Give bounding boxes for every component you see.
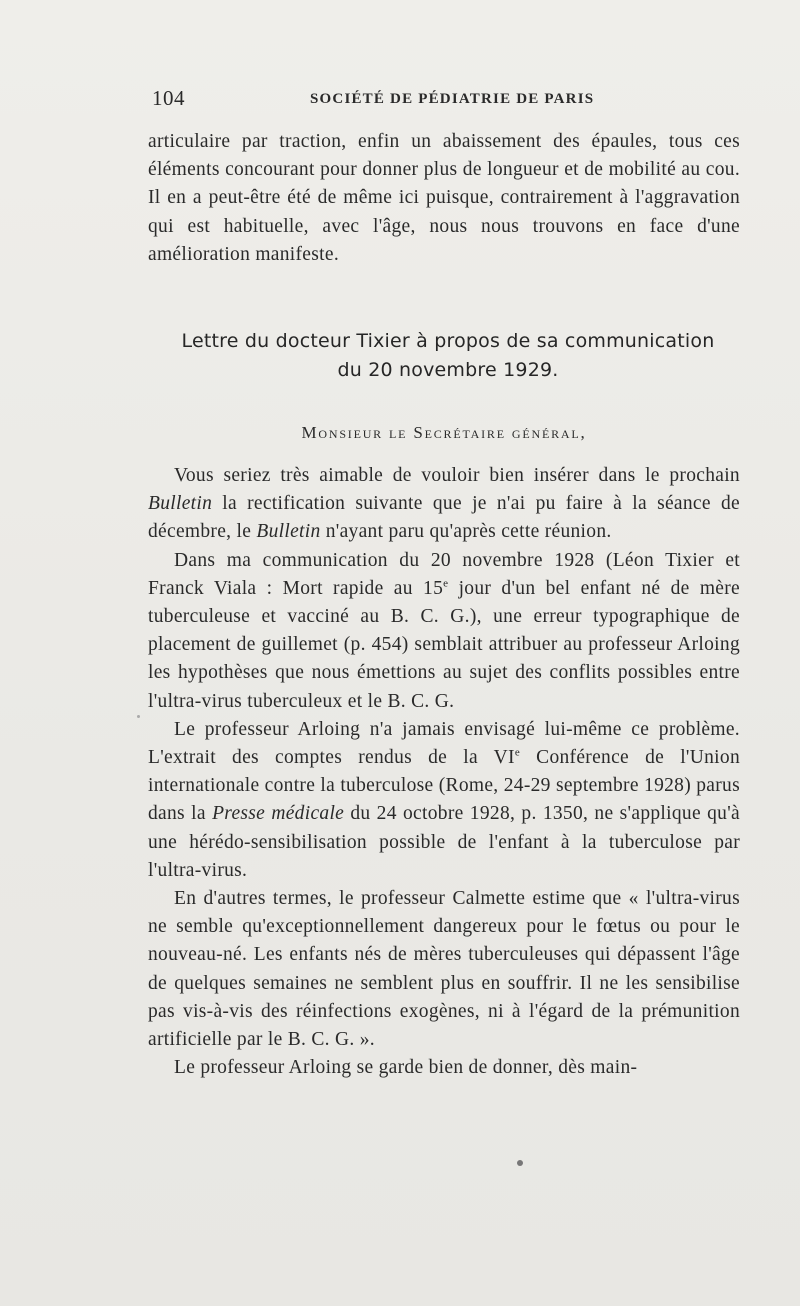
text-run: jour d'un bel enfant né de mère tuberculeuse et vacciné au B. C. G.), une erreur typographique de placement de guillemet (p. 454) semblait attribuer au professeur Arloing les hypothèses que nous émettions au sujet des conflits possibles entre l'ultra-virus tuberculeux et le B. C. G. [148,577,740,712]
page-number: 104 [152,86,185,110]
text-run: la rectification suivante que je n'ai pu faire à la séance de décembre, le [148,493,740,543]
section-heading-line-1: Lettre du docteur Tixier à propos de sa communication [181,330,715,352]
text-run: n'ayant paru qu'après cette réunion. [320,521,612,543]
letter-body [148,462,740,1082]
paragraph-continuation: articulaire par traction, enfin un abaissement des épaules, tous ces éléments concourant pour donner plus de longueur et de mobilité au cou. Il en a peut-être été de même ici puisque, contrairement à l'aggravation qui est habituelle, avec l'âge, nous nous trouvons en face d'une amélioration manifeste. [148,131,740,265]
text-run: Le professeur Arloing n'a jamais envisagé lui-même ce problème. L'extrait des comptes rendus de la VI [148,718,740,769]
letter-paragraph: En d'autres termes, le professeur Calmette estime que « l'ultra-virus ne semble qu'exceptionnellement dangereux pour le fœtus ou pour le nouveau-né. Les enfants nés de mères tuberculeuses qui dépassent l'âge de quelques semaines ne semblent plus en souffrir. Il ne les sensibilise pas vis-à-vis des réinfections exogènes, ni à l'égard de la prémunition artificielle par le B. C. G. ». [148,888,740,1051]
text-run: Conférence de l'Union internationale contre la tuberculose (Rome, 24-29 septembre 1928) parus dans la [148,747,740,825]
ink-speck [517,1160,523,1166]
text-run: Dans ma communication du 20 novembre 1928 (Léon Tixier et Franck Viala : Mort rapide au 15 [148,549,740,599]
letter-paragraph [148,462,740,547]
section-heading-line-2: du 20 novembre 1929. [337,359,559,381]
superscript: e [443,577,449,590]
letter-paragraph [148,547,740,716]
letter-paragraph [148,716,740,885]
superscript: e [514,746,521,759]
letter-paragraph: Le professeur Arloing se garde bien de donner, dès main- [174,1057,638,1079]
text-run: Vous seriez très aimable de vouloir bien insérer dans le prochain [174,465,740,486]
section-heading [148,327,748,385]
italic-title: Bulletin [256,521,321,543]
journal-title: SOCIÉTÉ DE PÉDIATRIE DE PARIS [310,91,595,107]
ink-speck [137,715,140,718]
running-head [152,86,748,116]
letter-salutation: Monsieur le Secrétaire général, [301,423,587,442]
text-run: du 24 octobre 1928, p. 1350, ne s'applique qu'à une hérédo-sensibilisation possible de l'enfant à la tuberculose par l'ultra-virus. [148,803,740,881]
italic-title: Presse médicale [212,803,345,825]
italic-title: Bulletin [148,493,213,515]
